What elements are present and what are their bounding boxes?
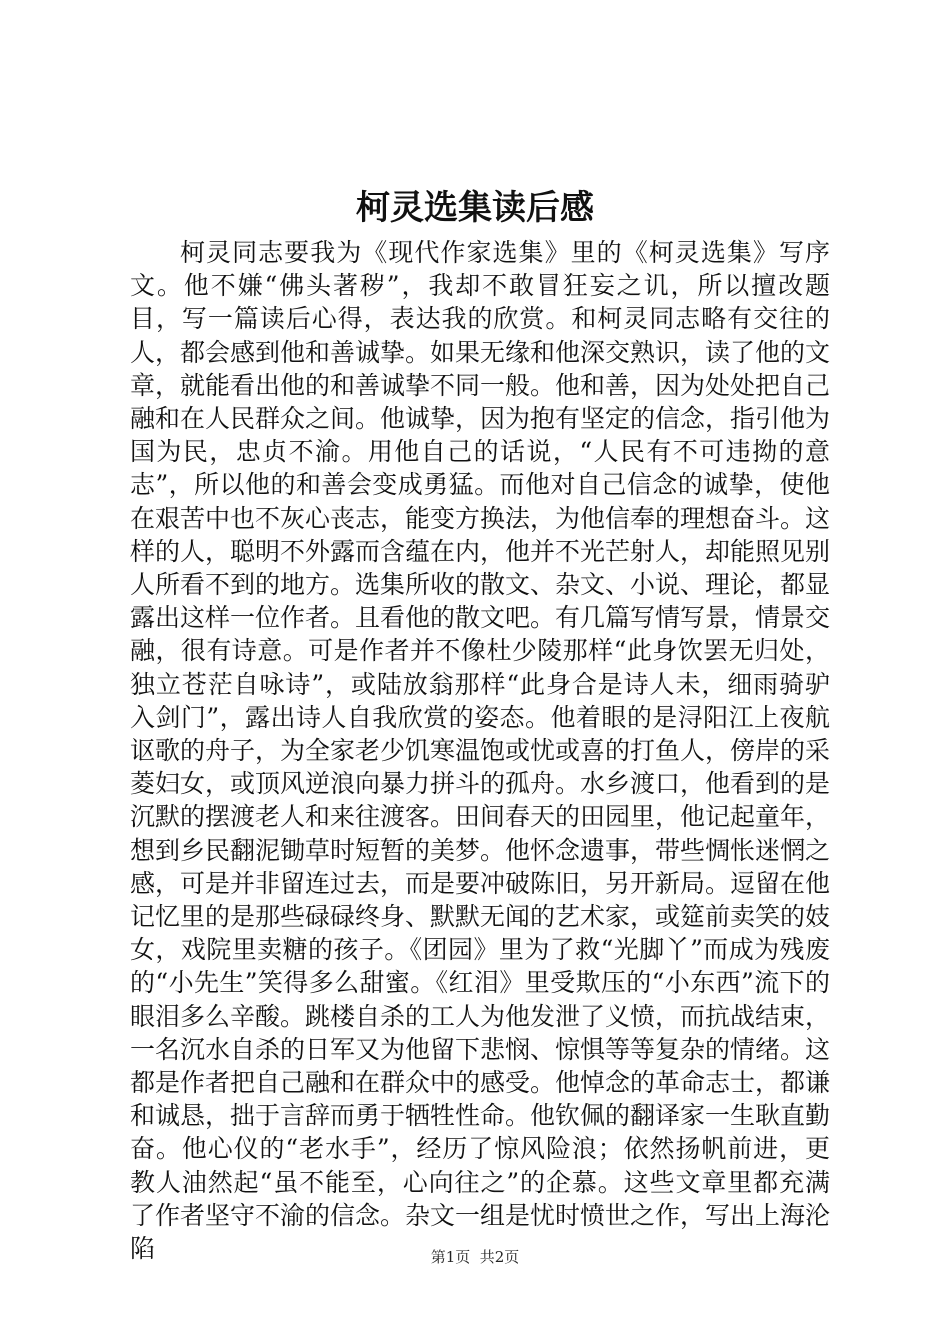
page-footer xyxy=(0,1246,950,1267)
page-number-label: 第1页 共2页 xyxy=(430,1248,520,1266)
document-title: 柯灵选集读后感 xyxy=(356,188,594,228)
document-body: 柯灵同志要我为《现代作家选集》里的《柯灵选集》写序文。他不嫌“佛头著秽”，我却不敢冒狂妄之讥，所以擅改题目，写一篇读后心得，表达我的欣赏。和柯灵同志略有交往的人，都会感到他和善诚挚。如果无缘和他深交熟识，读了他的文章，就能看出他的和善诚挚不同一般。他和善，因为处处把自己融和在人民群众之间。他诚挚，因为抱有坚定的信念，指引他为国为民，忠贞不渝。用他自己的话说，“人民有不可违拗的意志”，所以他的和善会变成勇猛。而他对自己信念的诚挚，使他在艰苦中也不灰心丧志，能变方换法，为他信奉的理想奋斗。这样的人，聪明不外露而含蕴在内，他并不光芒射人，却能照见别人所看不到的地方。选集所收的散文、杂文、小说、理论，都显露出这样一位作者。且看他的散文吧。有几篇写情写景，情景交融，很有诗意。可是作者并不像杜少陵那样“此身饮罢无归处，独立苍茫自咏诗”，或陆放翁那样“此身合是诗人未，细雨骑驴入剑门”，露出诗人自我欣赏的姿态。他着眼的是浔阳江上夜航讴歌的舟子，为全家老少饥寒温饱或忧或喜的打鱼人，傍岸的采菱妇女，或顶风逆浪向暴力拼斗的孤舟。水乡渡口，他看到的是沉默的摆渡老人和来往渡客。田间春天的田园里，他记起童年，想到乡民翻泥锄草时短暂的美梦。他怀念遗事，带些惆怅迷惘之感，可是并非留连过去，而是要冲破陈旧，另开新局。逗留在他记忆里的是那些碌碌终身、默默无闻的艺术家，或筵前卖笑的妓女，戏院里卖糖的孩子。《团园》里为了救“光脚丫”而成为残废的“小先生”笑得多么甜蜜。《红泪》里受欺压的“小东西”流下的眼泪多么辛酸。跳楼自杀的工人为他发泄了义愤，而抗战结束，一名沉水自杀的日军又为他留下悲悯、惊惧等等复杂的情绪。这都是作者把自己融和在群众中的感受。他悼念的革命志士，都谦和诚恳，拙于言辞而勇于牺牲性命。他钦佩的翻译家一生耿直勤奋。他心仪的“老水手”，经历了惊风险浪；依然扬帆前进，更教人油然起“虽不能至，心向往之”的企慕。这些文章里都充满了作者坚守不渝的信念。杂文一组是忧时愤世之作，写出上海沦陷 xyxy=(130,238,831,1264)
